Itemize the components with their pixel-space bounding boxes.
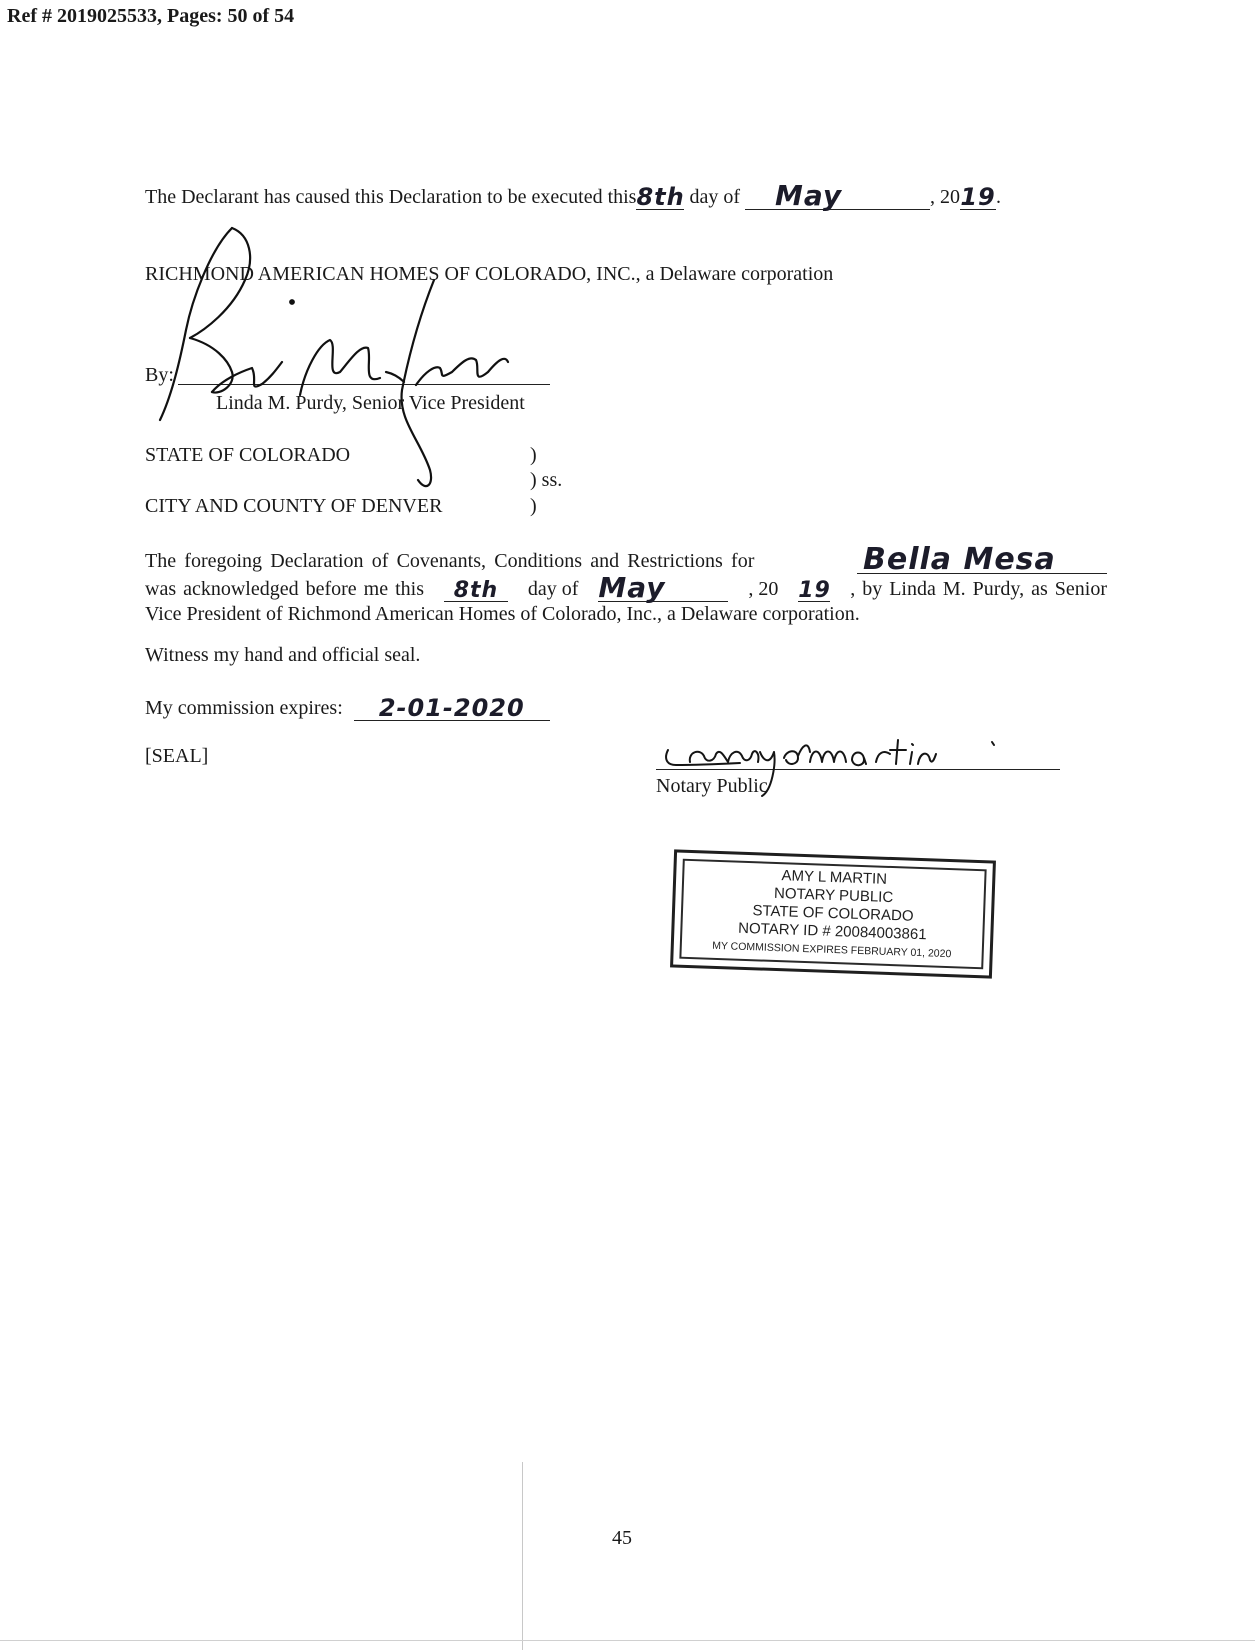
execution-month: May <box>775 179 843 212</box>
ack-year-prefix: , 20 <box>748 578 779 600</box>
execution-year-prefix: , 20 <box>930 186 961 208</box>
ack-month: May <box>598 571 666 604</box>
stamp-inner-border <box>679 859 986 970</box>
witness-text: Witness my hand and official seal. <box>145 644 421 666</box>
venue-paren-top: ) <box>530 444 537 466</box>
ack-project: Bella Mesa <box>863 542 1056 577</box>
by-label: By: <box>145 364 174 386</box>
commission-date: 2-01-2020 <box>378 694 525 722</box>
ack-line-3: Vice President of Richmond American Homes of Colorado, Inc., a Delaware corporation. <box>145 603 860 625</box>
ack-day: 8th <box>453 578 499 603</box>
stamp-state: STATE OF COLORADO <box>752 902 914 925</box>
scan-artifact-vertical-rule <box>522 1462 523 1650</box>
reference-header: Ref # 2019025533, Pages: 50 of 54 <box>7 5 295 27</box>
venue-county: CITY AND COUNTY OF DENVER <box>145 495 443 517</box>
scan-artifact-bottom-rule <box>0 1640 1255 1641</box>
stamp-title: NOTARY PUBLIC <box>773 884 894 907</box>
venue-state: STATE OF COLORADO <box>145 444 351 466</box>
stamp-id: NOTARY ID # 20084003861 <box>737 919 927 944</box>
notary-public-label: Notary Public <box>656 775 768 797</box>
page-number: 45 <box>612 1527 632 1549</box>
ack-year: 19 <box>798 578 831 603</box>
signatory-name-title: Linda M. Purdy, Senior Vice President <box>216 392 525 414</box>
venue-paren-bottom: ) <box>530 495 537 517</box>
commission-label: My commission expires: <box>145 697 343 719</box>
execution-day: 8th <box>636 183 685 211</box>
seal-label: [SEAL] <box>145 745 209 767</box>
stamp-expires: MY COMMISSION EXPIRES FEBRUARY 01, 2020 <box>711 939 952 961</box>
venue-paren-ss: ) ss. <box>530 469 563 491</box>
execution-prefix: The Declarant has caused this Declaration to be executed this <box>145 186 637 208</box>
stamp-name: AMY L MARTIN <box>781 867 888 888</box>
ack-line2-suffix: , by Linda M. Purdy, as Senior <box>850 578 1107 600</box>
corporation-name: RICHMOND AMERICAN HOMES OF COLORADO, INC., a Delaware corporation <box>145 263 834 285</box>
ack-line2-prefix: was acknowledged before me this <box>145 578 425 600</box>
execution-suffix: . <box>996 186 1002 208</box>
execution-day-of: day of <box>684 186 746 208</box>
ack-day-of: day of <box>527 578 579 600</box>
execution-year: 19 <box>960 183 996 211</box>
notary-stamp <box>670 849 996 978</box>
ack-line1-text: The foregoing Declaration of Covenants, Conditions and Restrictions for <box>145 550 755 572</box>
